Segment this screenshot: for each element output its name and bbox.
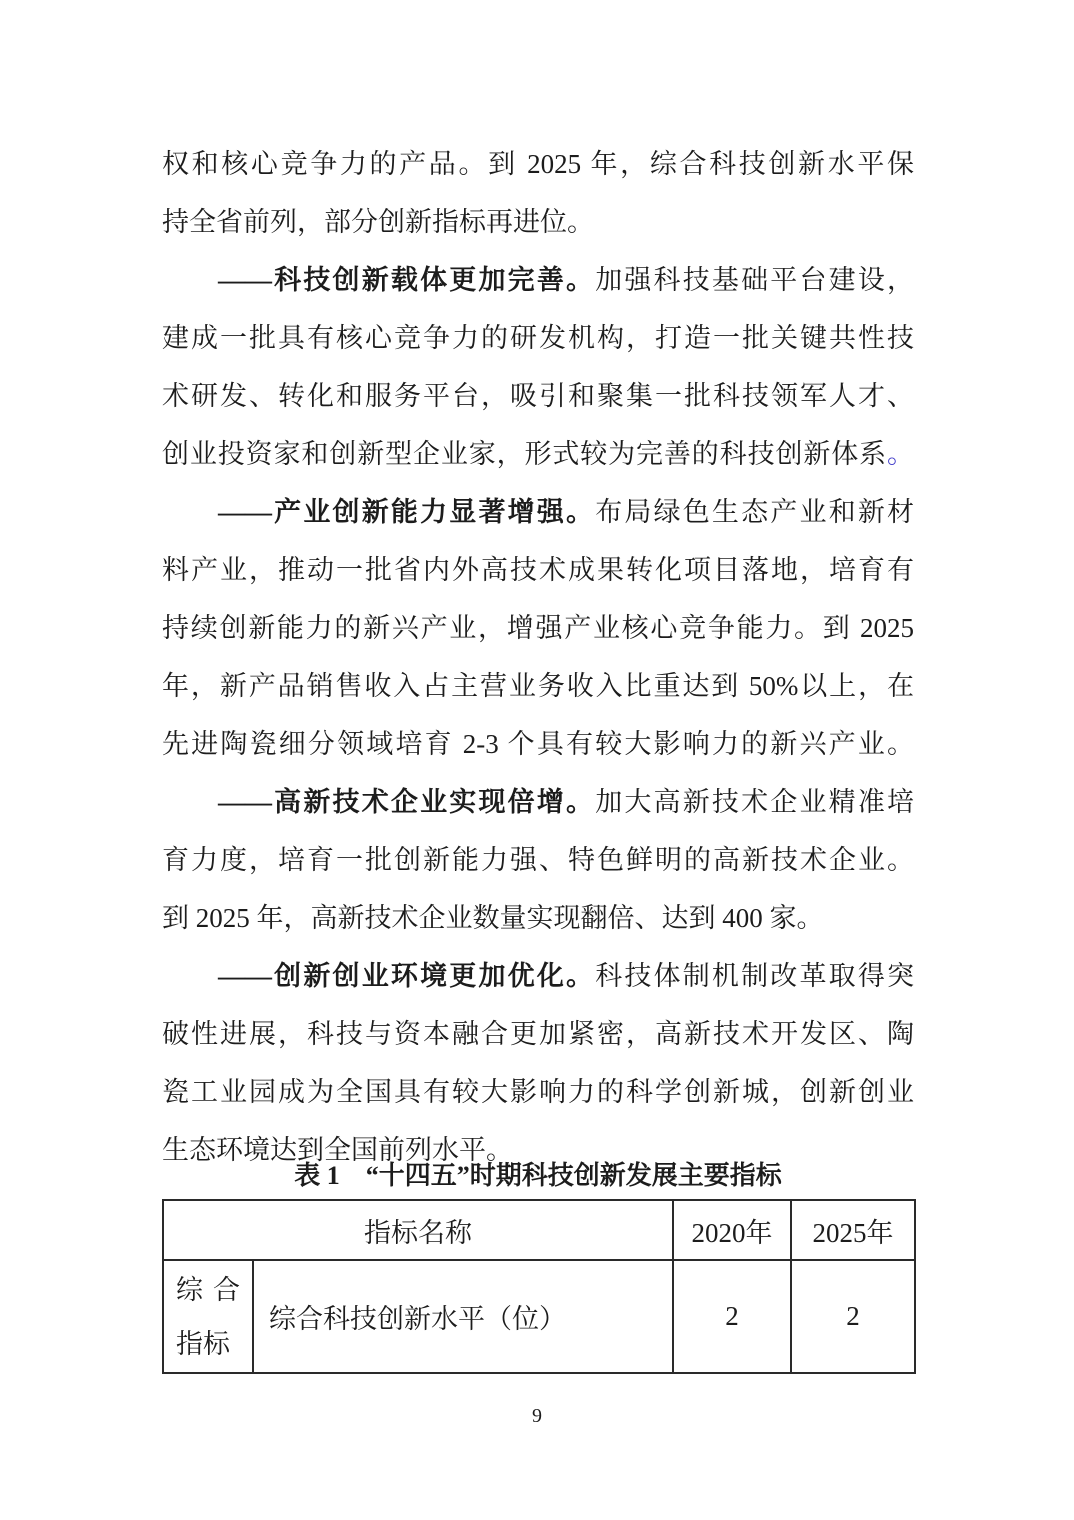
line-text: 创业投资家和创新型企业家，形式较为完善的科技创新体系: [162, 439, 887, 469]
text-line-6: [162, 425, 914, 483]
line-text: 持全省前列，部分创新指标再进位。: [162, 207, 594, 237]
line-text: 生态环境达到全国前列水平。: [162, 1135, 513, 1165]
text-line-12: [162, 773, 914, 831]
text-line-1: [162, 135, 914, 193]
text-line-15: [162, 947, 914, 1005]
text-line-16: [162, 1005, 914, 1063]
blue-period-mark: 。: [887, 439, 914, 469]
text-line-13: [162, 831, 914, 889]
indicator-name-cell: 综合科技创新水平（位）: [253, 1260, 673, 1373]
table-title: 表 1 “十四五”时期科技创新发展主要指标: [294, 1161, 782, 1190]
document-body: [162, 135, 914, 1179]
line-text: 破性进展，科技与资本融合更加紧密，高新技术开发区、陶: [162, 1019, 914, 1049]
line-text: 先进陶瓷细分领域培育 2-3 个具有较大影响力的新兴产业。: [162, 729, 914, 759]
col-header-2020: 2020年: [673, 1200, 791, 1260]
text-line-3: [162, 251, 914, 309]
text-line-2: [162, 193, 914, 251]
text-line-7: [162, 483, 914, 541]
col-header-2025: 2025年: [791, 1200, 915, 1260]
line-text: 料产业，推动一批省内外高技术成果转化项目落地，培育有: [162, 555, 914, 585]
line-text: 建成一批具有核心竞争力的研发机构，打造一批关键共性技: [162, 323, 914, 353]
text-line-5: [162, 367, 914, 425]
text-line-10: [162, 657, 914, 715]
page-number: 9: [532, 1405, 542, 1427]
text-line-11: [162, 715, 914, 773]
value-2025-cell: 2: [791, 1260, 915, 1373]
line-text: 术研发、转化和服务平台，吸引和聚集一批科技领军人才、: [162, 381, 914, 411]
table-row: [163, 1260, 915, 1373]
paragraph-lead: ——高新技术企业实现倍增。: [218, 787, 596, 817]
paragraph-lead: ——创新创业环境更加优化。: [218, 961, 596, 991]
group-label-line2: 指标: [176, 1328, 230, 1359]
line-text: 瓷工业园成为全国具有较大影响力的科学创新城，创新创业: [162, 1077, 914, 1107]
value-2020-cell: 2: [673, 1260, 791, 1373]
line-text: 到 2025 年，高新技术企业数量实现翻倍、达到 400 家。: [162, 903, 824, 933]
text-line-4: [162, 309, 914, 367]
text-line-17: [162, 1063, 914, 1121]
row-group-label: [163, 1260, 253, 1373]
line-text: 权和核心竞争力的产品。到 2025 年，综合科技创新水平保: [162, 149, 914, 179]
line-text: 年，新产品销售收入占主营业务收入比重达到 50%以上，在: [162, 671, 914, 701]
text-line-14: [162, 889, 914, 947]
group-label-line1: 综 合: [176, 1274, 240, 1305]
indicator-table: [162, 1199, 916, 1374]
text-line-8: [162, 541, 914, 599]
line-text: 加大高新技术企业精准培: [595, 787, 915, 817]
text-line-9: [162, 599, 914, 657]
paragraph-lead: ——科技创新载体更加完善。: [218, 265, 596, 295]
line-text: 科技体制机制改革取得突: [595, 961, 915, 991]
line-text: 育力度，培育一批创新能力强、特色鲜明的高新技术企业。: [162, 845, 914, 875]
line-text: 持续创新能力的新兴产业，增强产业核心竞争能力。到 2025: [162, 613, 914, 643]
table-header-row: [163, 1200, 915, 1260]
col-header-indicator-name: 指标名称: [163, 1200, 673, 1260]
paragraph-lead: ——产业创新能力显著增强。: [218, 497, 596, 527]
line-text: 布局绿色生态产业和新材: [595, 497, 915, 527]
line-text: 加强科技基础平台建设，: [595, 265, 915, 295]
